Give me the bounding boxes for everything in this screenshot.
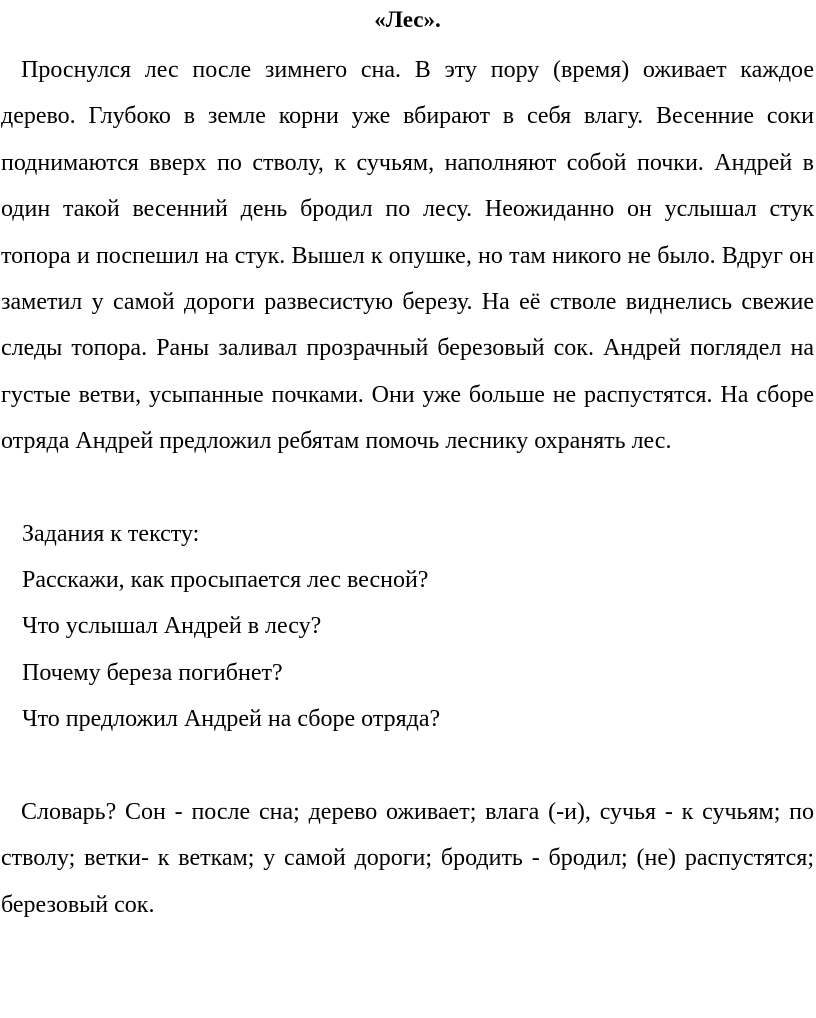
tasks-heading: Задания к тексту: xyxy=(22,520,200,547)
task-item: Почему береза погибнет? xyxy=(22,659,283,686)
dictionary-paragraph: Словарь? Сон - после сна; дерево оживает; влага (-и), сучья - к сучьям; по стволу; ветки- к веткам; у самой дороги; бродить - бродил; (не) распустятся; березовый сок. xyxy=(1,798,814,918)
document-title: «Лес». xyxy=(374,7,441,32)
main-text-paragraph: Проснулся лес после зимнего сна. В эту пору (время) оживает каждое дерево. Глубоко в земле корни уже вбирают в себя влагу. Весенние соки поднимаются вверх по стволу, к сучьям, наполняют собой почки. Андрей в один такой весенний день бродил по лесу. Неожиданно он услышал стук топора и поспешил на стук. Вышел к опушке, но там никого не было. Вдруг он заметил у самой дороги развесистую березу. На её стволе виднелись свежие следы топора. Раны заливал прозрачный березовый сок. Андрей поглядел на густые ветви, усыпанные почками. Они уже больше не распустятся. На сборе отряда Андрей предложил ребятам помочь леснику охранять лес. xyxy=(1,57,814,455)
task-item: Что услышал Андрей в лесу? xyxy=(22,613,322,640)
task-item: Расскажи, как просыпается лес весной? xyxy=(22,567,429,594)
tasks-section xyxy=(1,511,814,743)
task-item: Что предложил Андрей на сборе отряда? xyxy=(22,706,441,733)
